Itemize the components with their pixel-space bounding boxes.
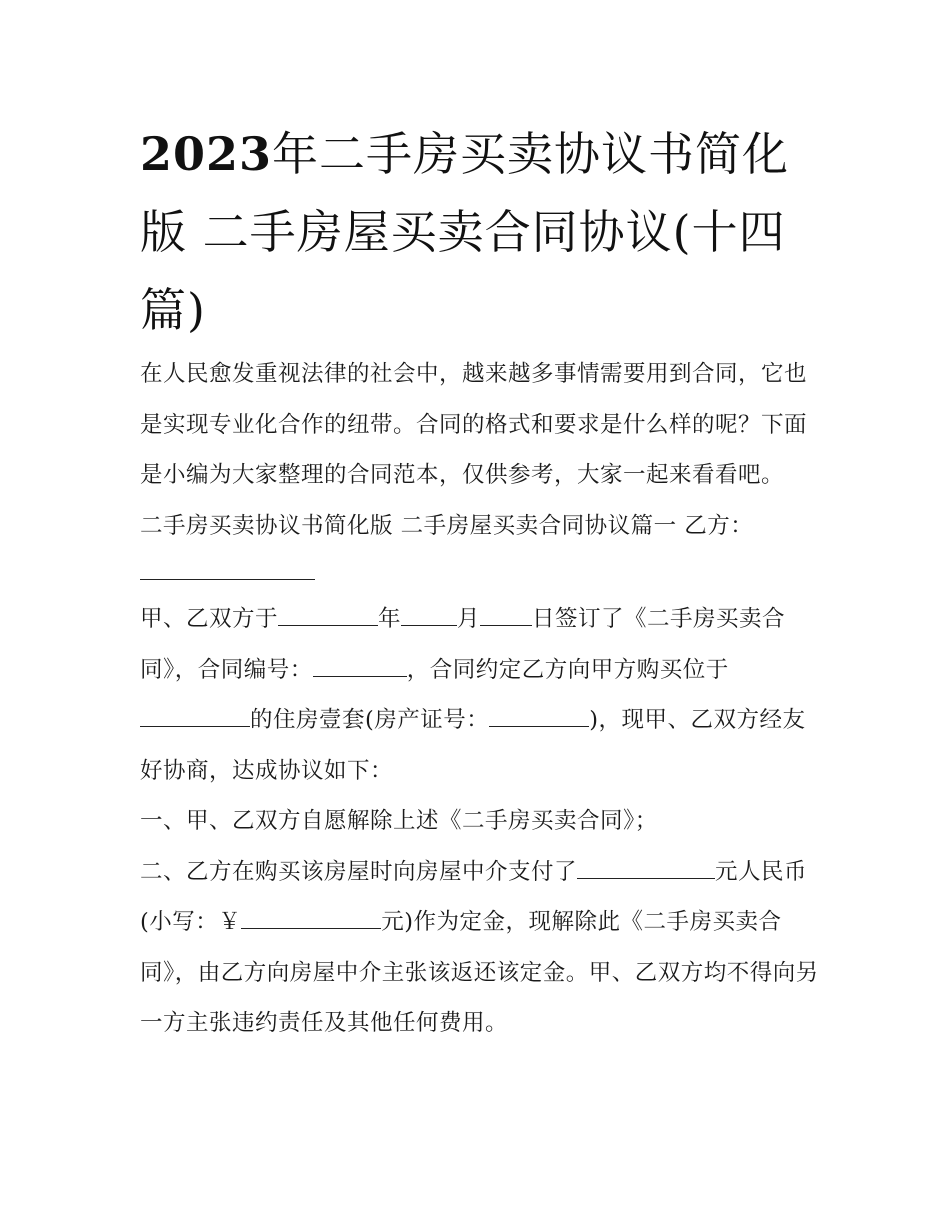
deposit-amount-number-blank (241, 908, 381, 929)
month-blank (401, 605, 457, 626)
para1-text-6: 的住房壹套(房产证号： (250, 707, 490, 733)
agreement-paragraph (140, 594, 820, 796)
para1-text-4: 日签订了《二手房买卖合同》，合同编号： (140, 606, 786, 683)
intro-paragraph: 在人民愈发重视法律的社会中，越来越多事情需要用到合同，它也是实现专业化合作的纽带。合同的格式和要求是什么样的呢？下面是小编为大家整理的合同范本，仅供参考，大家一起来看看吧。 (140, 361, 808, 488)
clause-2 (140, 847, 820, 1049)
title-text: 年二手房买卖协议书简化版 二手房屋买卖合同协议(十四篇) (140, 127, 790, 337)
para1-text-1: 甲、乙双方于 (140, 606, 279, 632)
para1-text-2: 年 (378, 606, 402, 632)
para1-text-5: ，合同约定乙方向甲方购买位于 (406, 656, 729, 683)
certificate-number-blank (489, 706, 589, 727)
location-blank (140, 706, 250, 727)
document-title (140, 115, 820, 349)
section-heading: 二手房买卖协议书简化版 二手房屋买卖合同协议篇一 乙方： (140, 512, 754, 539)
day-blank (480, 605, 532, 626)
document-page (140, 115, 820, 1049)
title-year: 2023 (140, 127, 273, 181)
contract-number-blank (313, 656, 407, 677)
clause2-text-2: 元人民币(小写：￥ (140, 858, 808, 935)
clause2-text-3: 元)作为定金，现解除此《二手房买卖合同》，由乙方向房屋中介主张该返还该定金。甲、乙双方均不得向另一方主张违约责任及其他任何费用。 (140, 909, 819, 1036)
clause-1: 一、甲、乙双方自愿解除上述《二手房买卖合同》； (140, 808, 658, 834)
clause2-text-1: 二、乙方在购买该房屋时向房屋中介支付了 (140, 858, 578, 885)
para1-text-3: 月 (457, 606, 481, 632)
year-blank (278, 605, 378, 626)
para1-text-7: )，现甲、乙双方经友好协商，达成协议如下： (140, 707, 806, 784)
deposit-amount-blank (577, 858, 715, 879)
